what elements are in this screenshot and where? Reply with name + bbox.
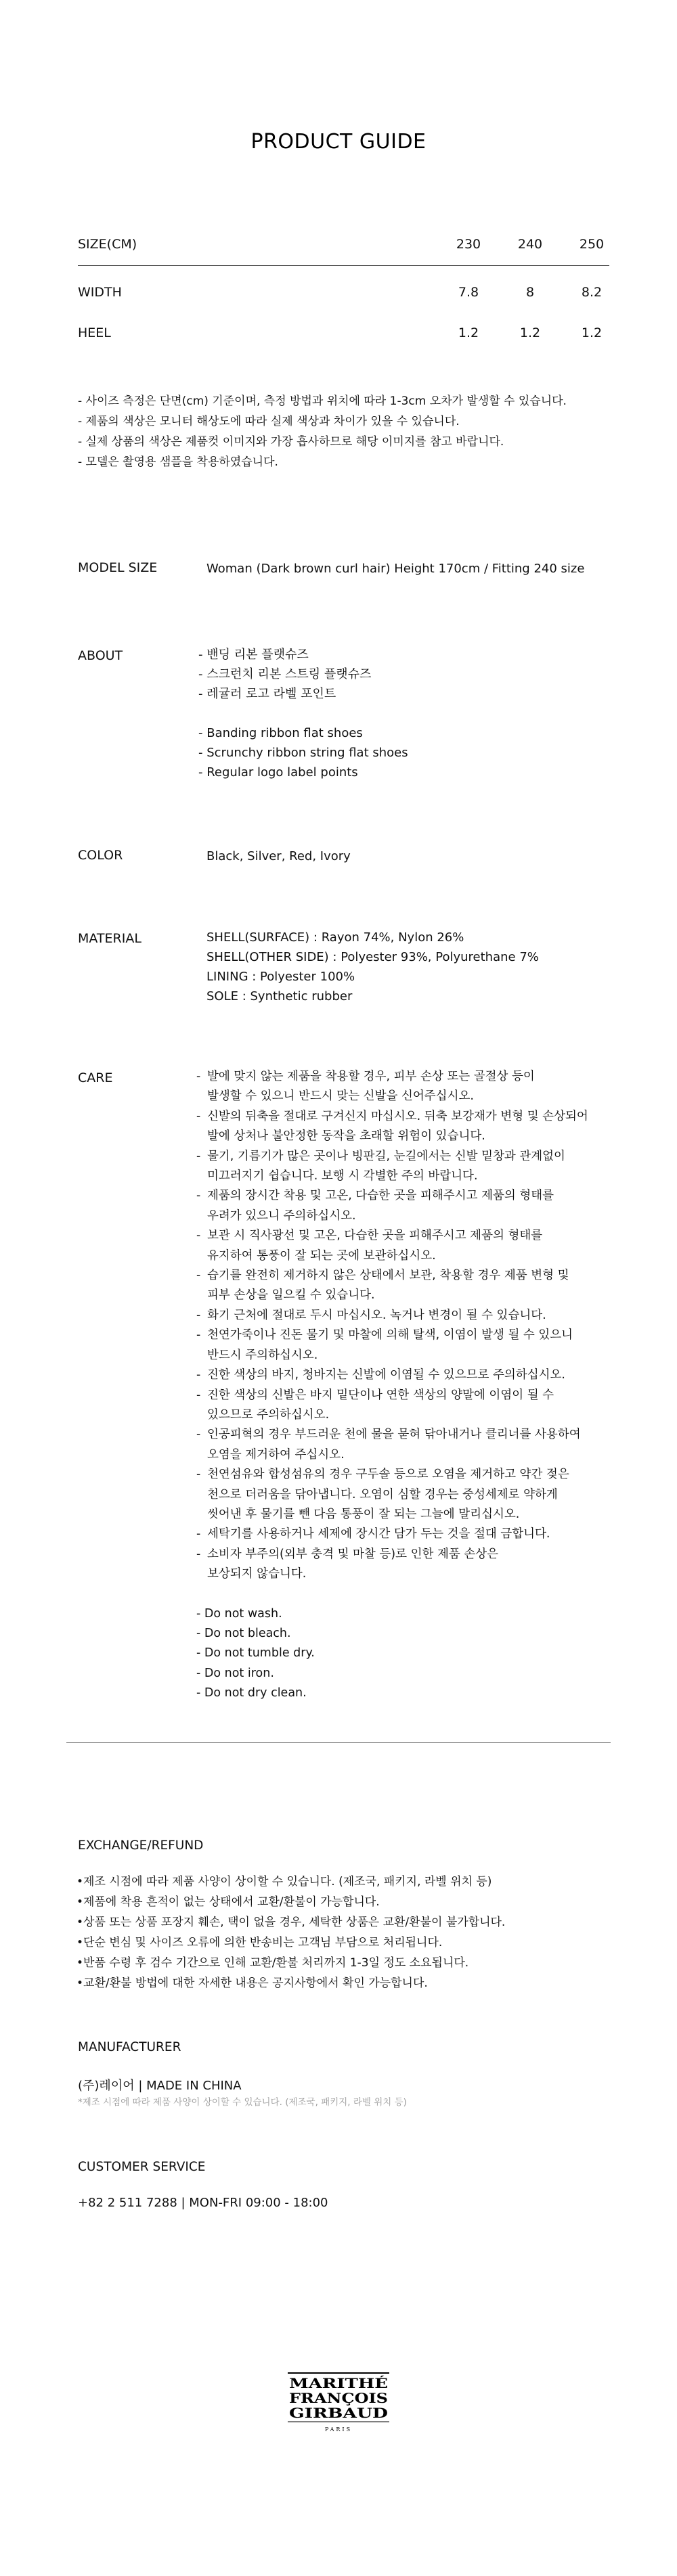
care-english-line: - Do not tumble dry. — [196, 1646, 315, 1660]
care-label: CARE — [78, 1070, 113, 1085]
customer-service-value: +82 2 511 7288 | MON-FRI 09:00 - 18:00 — [78, 2196, 328, 2210]
about-list — [198, 645, 408, 782]
size-notes — [78, 391, 567, 472]
material-line: SOLE : Synthetic rubber — [206, 989, 353, 1003]
care-item: - 세탁기를 사용하거나 세제에 장시간 담가 두는 것을 절대 금합니다. — [196, 1527, 550, 1541]
size-cell: 7.8 — [458, 285, 479, 300]
page-title: PRODUCT GUIDE — [250, 130, 427, 154]
care-item: - 제품의 장시간 착용 및 고온, 다습한 곳을 피해주시고 제품의 형태를 우려가 있으니 주의하십시오. — [196, 1189, 554, 1223]
exchange-line: •반품 수령 후 검수 기간으로 인해 교환/환불 처리까지 1-3일 정도 소요됩니다. — [77, 1956, 469, 1970]
size-row-label: WIDTH — [78, 285, 122, 300]
about-line: - 스크런치 리본 스트링 플랫슈즈 — [198, 667, 372, 681]
customer-service-label: CUSTOMER SERVICE — [78, 2160, 206, 2174]
size-cell: 8 — [525, 285, 535, 300]
care-english-line: - Do not dry clean. — [196, 1686, 307, 1700]
size-row-label: HEEL — [78, 325, 111, 340]
about-line: - Regular logo label points — [198, 765, 358, 779]
note-line: - 모델은 촬영용 샘플을 착용하였습니다. — [78, 455, 278, 469]
exchange-line: •상품 또는 상품 포장지 훼손, 택이 없을 경우, 세탁한 상품은 교환/환불이 불가합니다. — [77, 1916, 506, 1929]
marithe-francois-girbaud-logo — [286, 2372, 391, 2437]
size-cell: 1.2 — [581, 325, 603, 340]
care-list — [196, 1067, 630, 1704]
model-size-value: Woman (Dark brown curl hair) Height 170cm / Fitting 240 size — [206, 562, 585, 576]
care-item: - 화기 근처에 절대로 두시 마십시오. 녹거나 변경이 될 수 있습니다. — [196, 1308, 546, 1322]
care-english-line: - Do not bleach. — [196, 1626, 291, 1640]
size-table-header — [78, 237, 609, 266]
exchange-line: •교환/환불 방법에 대한 자세한 내용은 공지사항에서 확인 가능합니다. — [77, 1976, 428, 1990]
exchange-line: •제품에 착용 흔적이 없는 상태에서 교환/환불이 가능합니다. — [77, 1895, 380, 1909]
section-divider — [66, 1742, 611, 1743]
size-row-width — [78, 285, 609, 325]
model-size-label: MODEL SIZE — [78, 560, 158, 575]
care-item: - 인공피혁의 경우 부드러운 천에 물을 묻혀 닦아내거나 클리너를 사용하여 오염을 제거하여 주십시오. — [196, 1428, 581, 1462]
svg-text:GIRBAUD: GIRBAUD — [289, 2405, 388, 2421]
about-line: - Scrunchy ribbon string flat shoes — [198, 746, 408, 760]
manufacturer-label: MANUFACTURER — [78, 2040, 181, 2054]
size-table — [78, 237, 609, 366]
material-list — [206, 928, 539, 1006]
note-line: - 실제 상품의 색상은 제품컷 이미지와 가장 흡사하므로 해당 이미지를 참고 바랍니다. — [78, 435, 504, 449]
svg-text:PARIS: PARIS — [324, 2426, 353, 2433]
about-spacer — [198, 704, 408, 723]
size-header-240: 240 — [517, 237, 543, 252]
manufacturer-value: (주)레이어 | MADE IN CHINA — [78, 2079, 242, 2093]
care-english-line: - Do not wash. — [196, 1606, 282, 1621]
material-line: LINING : Polyester 100% — [206, 970, 355, 984]
size-cell: 1.2 — [458, 325, 479, 340]
note-line: - 사이즈 측정은 단면(cm) 기준이며, 측정 방법과 위치에 따라 1-3cm 오차가 발생할 수 있습니다. — [78, 394, 567, 408]
care-item: - 보관 시 직사광선 및 고온, 다습한 곳을 피해주시고 제품의 형태를 유지하여 통풍이 잘 되는 곳에 보관하십시오. — [196, 1229, 543, 1263]
manufacturer-note: *제조 시점에 따라 제품 사양이 상이할 수 있습니다. (제조국, 패키지, 라벨 위치 등) — [78, 2097, 407, 2108]
size-row-heel — [78, 325, 609, 366]
care-item: - 진한 색상의 바지, 청바지는 신발에 이염될 수 있으므로 주의하십시오. — [196, 1368, 565, 1382]
note-line: - 제품의 색상은 모니터 해상도에 따라 실제 색상과 차이가 있을 수 있습니다. — [78, 415, 460, 428]
size-header-250: 250 — [579, 237, 605, 252]
care-item: - 발에 맞지 않는 제품을 착용할 경우, 피부 손상 또는 골절상 등이 발생할 수 있으니 반드시 맞는 신발을 신어주십시오. — [196, 1070, 535, 1104]
exchange-label: EXCHANGE/REFUND — [78, 1838, 204, 1853]
svg-text:MARITHÉ: MARITHÉ — [289, 2375, 388, 2391]
exchange-line: •단순 변심 및 사이즈 오류에 의한 반송비는 고객님 부담으로 처리됩니다. — [77, 1936, 443, 1949]
exchange-list — [77, 1872, 505, 1993]
material-line: SHELL(OTHER SIDE) : Polyester 93%, Polyurethane 7% — [206, 950, 539, 964]
care-item: - 물기, 기름기가 많은 곳이나 빙판길, 눈길에서는 신발 밑창과 관계없이 미끄러지기 쉽습니다. 보행 시 각별한 주의 바랍니다. — [196, 1149, 565, 1183]
care-item: - 진한 색상의 신발은 바지 밑단이나 연한 색상의 양말에 이염이 될 수 있으므로 주의하십시오. — [196, 1388, 554, 1422]
care-english-line: - Do not iron. — [196, 1666, 274, 1680]
about-label: ABOUT — [78, 648, 123, 663]
about-line: - Banding ribbon flat shoes — [198, 726, 363, 740]
material-label: MATERIAL — [78, 931, 141, 946]
care-item: - 습기를 완전히 제거하지 않은 상태에서 보관, 착용할 경우 제품 변형 및 피부 손상을 일으킬 수 있습니다. — [196, 1269, 569, 1303]
color-value: Black, Silver, Red, Ivory — [206, 849, 351, 863]
color-label: COLOR — [78, 848, 123, 863]
svg-text:FRANÇOIS: FRANÇOIS — [289, 2390, 388, 2406]
care-item: - 천연가죽이나 진돈 물기 및 마찰에 의해 탈색, 이염이 발생 될 수 있으니 반드시 주의하십시오. — [196, 1328, 573, 1362]
size-cell: 8.2 — [581, 285, 603, 300]
size-header-230: 230 — [456, 237, 481, 252]
care-item: - 소비자 부주의(외부 충격 및 마찰 등)로 인한 제품 손상은 보상되지 않습니다. — [196, 1547, 499, 1581]
material-line: SHELL(SURFACE) : Rayon 74%, Nylon 26% — [206, 930, 464, 945]
size-cell: 1.2 — [519, 325, 541, 340]
care-item: - 천연섬유와 합성섬유의 경우 구두솔 등으로 오염을 제거하고 약간 젖은 천으로 더러움을 닦아냅니다. 오염이 심할 경우는 중성세제로 약하게 씻어낸 후 물기를 뺀 다음 통풍이 잘 되는 그늘에 말리십시오. — [196, 1468, 569, 1521]
exchange-line: •제조 시점에 따라 제품 사양이 상이할 수 있습니다. (제조국, 패키지, 라벨 위치 등) — [77, 1875, 492, 1889]
size-header-label: SIZE(CM) — [78, 237, 137, 252]
about-line: - 밴딩 리본 플랫슈즈 — [198, 648, 309, 662]
care-item: - 신발의 뒤축을 절대로 구겨신지 마십시오. 뒤축 보강재가 변형 및 손상되어 발에 상처나 불안정한 동작을 초래할 위험이 있습니다. — [196, 1109, 588, 1144]
about-line: - 레귤러 로고 라벨 포인트 — [198, 687, 336, 701]
